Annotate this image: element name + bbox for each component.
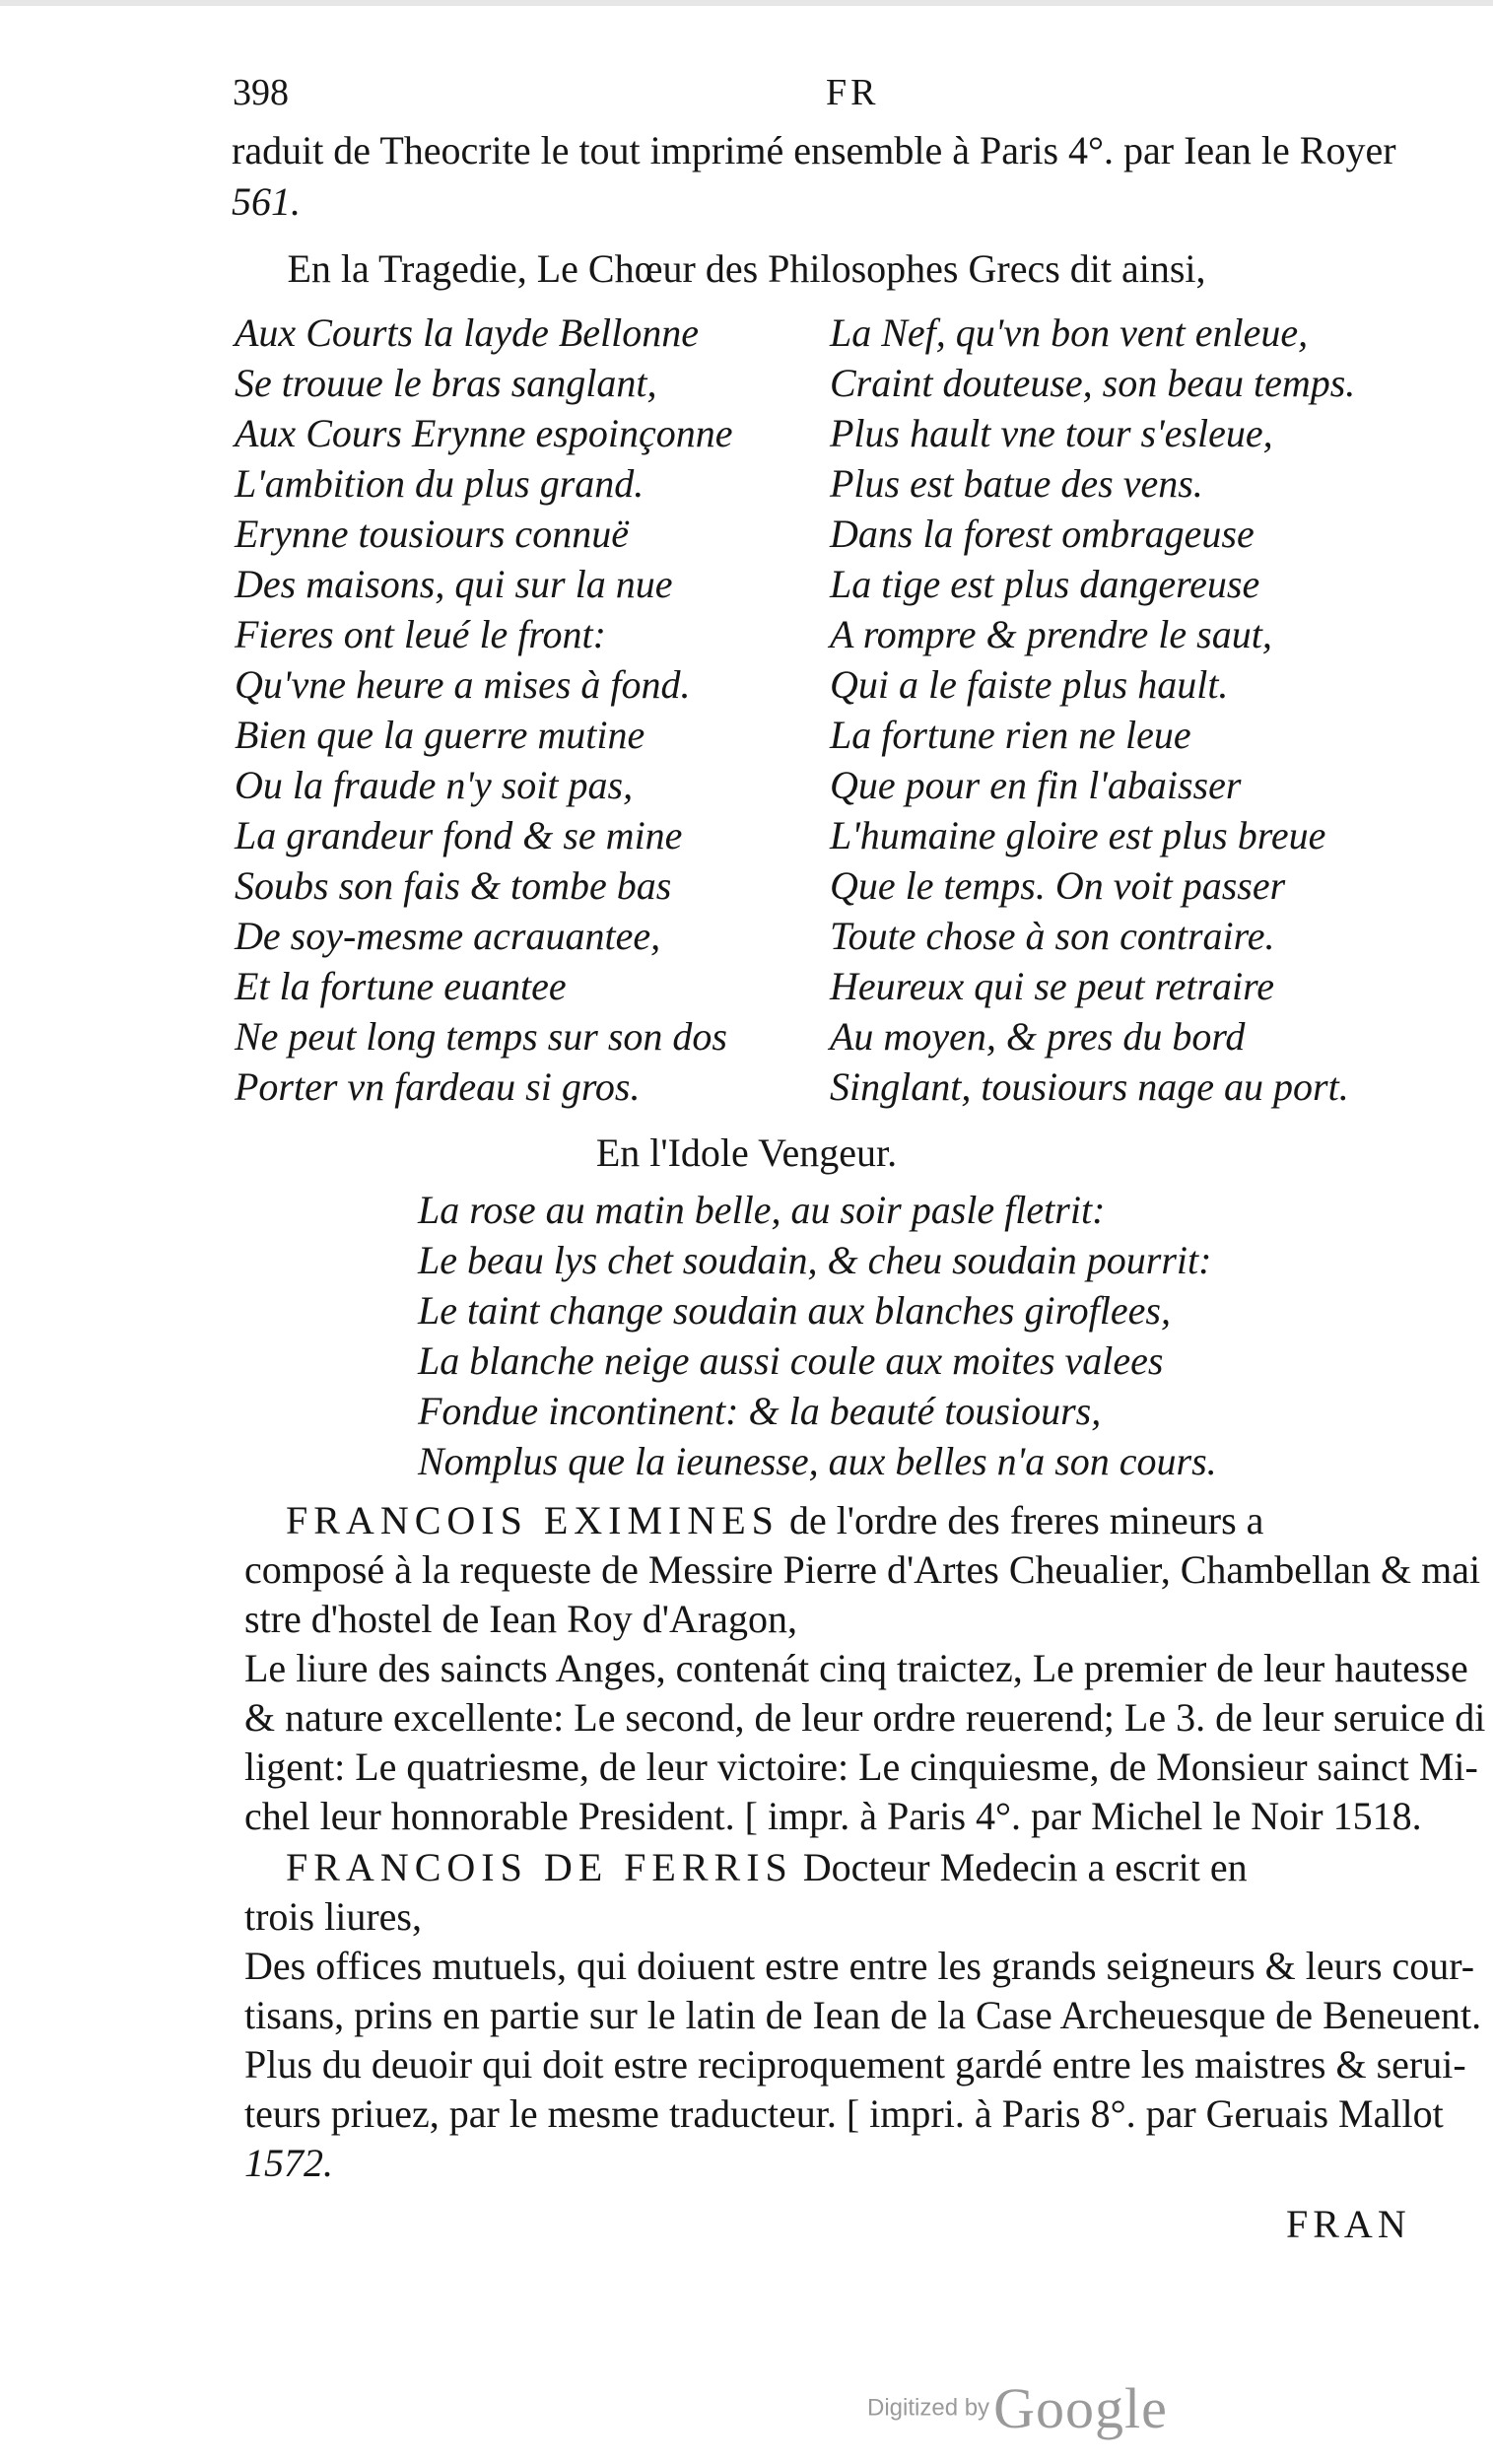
entry-francois-de-ferris-first-line <box>286 1843 1248 1892</box>
verse-line: La grandeur fond & se mine <box>235 813 683 857</box>
verse-line: Ou la fraude n'y soit pas, <box>235 763 634 807</box>
entry-text: Docteur Medecin a escrit en <box>802 1845 1248 1889</box>
verse-line: Au moyen, & pres du bord <box>830 1014 1246 1059</box>
verse-line: Que pour en fin l'abaisser <box>830 763 1242 807</box>
verse-column-left <box>235 308 732 1112</box>
section-heading-idole: En l'Idole Vengeur. <box>595 1130 898 1175</box>
entry-line: & nature excellente: Le second, de leur ordre reuerend; Le 3. de leur seruice di <box>244 1695 1486 1740</box>
entry-line: Le liure des saincts Anges, contenát cinq traictez, Le premier de leur hautesse <box>244 1646 1468 1690</box>
google-logo: Google <box>993 2376 1168 2440</box>
verse-line: Dans la forest ombrageuse <box>830 512 1255 556</box>
entry-francois-eximines-first-line <box>286 1496 1263 1545</box>
verse-line: Heureux qui se peut retraire <box>830 964 1274 1008</box>
verse-line: Toute chose à son contraire. <box>830 914 1275 958</box>
intro-line-2: 561. <box>232 179 301 224</box>
verse-line: Ne peut long temps sur son dos <box>235 1014 727 1059</box>
verse-line: Erynne tousiours connuë <box>235 512 629 556</box>
verse-line: Plus hault vne tour s'esleue, <box>830 411 1273 455</box>
verse-line: Fondue incontinent: & la beauté tousiours, <box>418 1389 1102 1433</box>
verse-line: L'ambition du plus grand. <box>235 461 645 506</box>
author-name: FRANCOIS DE FERRIS <box>286 1845 793 1889</box>
entry-line: chel leur honnorable President. [ impr. à Paris 4°. par Michel le Noir 1518. <box>244 1794 1422 1838</box>
verse-line: De soy-mesme acrauantee, <box>235 914 661 958</box>
section-heading-tragedie: En la Tragedie, Le Chœur des Philosophes Grecs dit ainsi, <box>287 246 1206 291</box>
verse-line: Le taint change soudain aux blanches giroflees, <box>418 1288 1171 1333</box>
verse-line: La blanche neige aussi coule aux moites valees <box>418 1338 1164 1383</box>
entry-line: Des offices mutuels, qui doiuent estre entre les grands seigneurs & leurs cour- <box>244 1944 1475 1988</box>
running-head: FR <box>826 72 880 113</box>
verse-line: L'humaine gloire est plus breue <box>830 813 1326 857</box>
verse-line: La tige est plus dangereuse <box>830 562 1260 606</box>
entry-line: teurs priuez, par le mesme traducteur. [ impri. à Paris 8°. par Geruais Mallot <box>244 2091 1444 2136</box>
entry-line: composé à la requeste de Messire Pierre d'Artes Cheualier, Chambellan & mai <box>244 1547 1481 1592</box>
page-number: 398 <box>233 72 289 113</box>
verse-line: Se trouue le bras sanglant, <box>235 361 657 405</box>
verse-line: A rompre & prendre le saut, <box>830 612 1272 656</box>
entry-line: ligent: Le quatriesme, de leur victoire: Le cinquiesme, de Monsieur sainct Mi- <box>244 1745 1478 1789</box>
verse-line: Que le temps. On voit passer <box>830 863 1286 908</box>
verse-line: Plus est batue des vens. <box>830 461 1203 506</box>
verse-line: Bien que la guerre mutine <box>235 713 645 757</box>
verse-line: Nomplus que la ieunesse, aux belles n'a son cours. <box>418 1439 1217 1483</box>
verse-line: La rose au matin belle, au soir pasle fletrit: <box>418 1188 1106 1232</box>
verse-line: Qu'vne heure a mises à fond. <box>235 662 691 707</box>
verse-block-idole <box>418 1185 1217 1486</box>
entry-text: de l'ordre des freres mineurs a <box>788 1498 1264 1542</box>
verse-line: Porter vn fardeau si gros. <box>235 1064 641 1109</box>
verse-line: Soubs son fais & tombe bas <box>235 863 672 908</box>
entry-line: trois liures, <box>244 1894 422 1939</box>
verse-line: Le beau lys chet soudain, & cheu soudain pourrit: <box>418 1238 1212 1282</box>
verse-line: Singlant, tousiours nage au port. <box>830 1064 1349 1109</box>
verse-line: Craint douteuse, son beau temps. <box>830 361 1356 405</box>
author-name: FRANCOIS EXIMINES <box>286 1498 780 1542</box>
verse-line: La fortune rien ne leue <box>830 713 1191 757</box>
verse-line: Fieres ont leué le front: <box>235 612 606 656</box>
verse-line: Aux Cours Erynne espoinçonne <box>235 411 733 455</box>
entry-line: Plus du deuoir qui doit estre reciproquement gardé entre les maistres & serui- <box>244 2042 1466 2087</box>
page-edge <box>0 0 1493 6</box>
verse-line: Des maisons, qui sur la nue <box>235 562 673 606</box>
verse-line: La Nef, qu'vn bon vent enleue, <box>830 310 1309 355</box>
entry-line: 1572. <box>244 2141 333 2185</box>
verse-line: Aux Courts la layde Bellonne <box>235 310 700 355</box>
entry-line: tisans, prins en partie sur le latin de Iean de la Case Archeuesque de Beneuent. <box>244 1993 1482 2037</box>
digitized-watermark <box>867 2375 1168 2441</box>
watermark-prefix: Digitized by <box>867 2394 990 2422</box>
catchword: FRAN <box>1286 2202 1411 2246</box>
entry-line: stre d'hostel de Iean Roy d'Aragon, <box>244 1597 797 1641</box>
verse-line: Qui a le faiste plus hault. <box>830 662 1229 707</box>
verse-line: Et la fortune euantee <box>235 964 567 1008</box>
verse-column-right <box>830 308 1355 1112</box>
intro-line-1: raduit de Theocrite le tout imprimé ensemble à Paris 4°. par Iean le Royer <box>232 128 1396 172</box>
